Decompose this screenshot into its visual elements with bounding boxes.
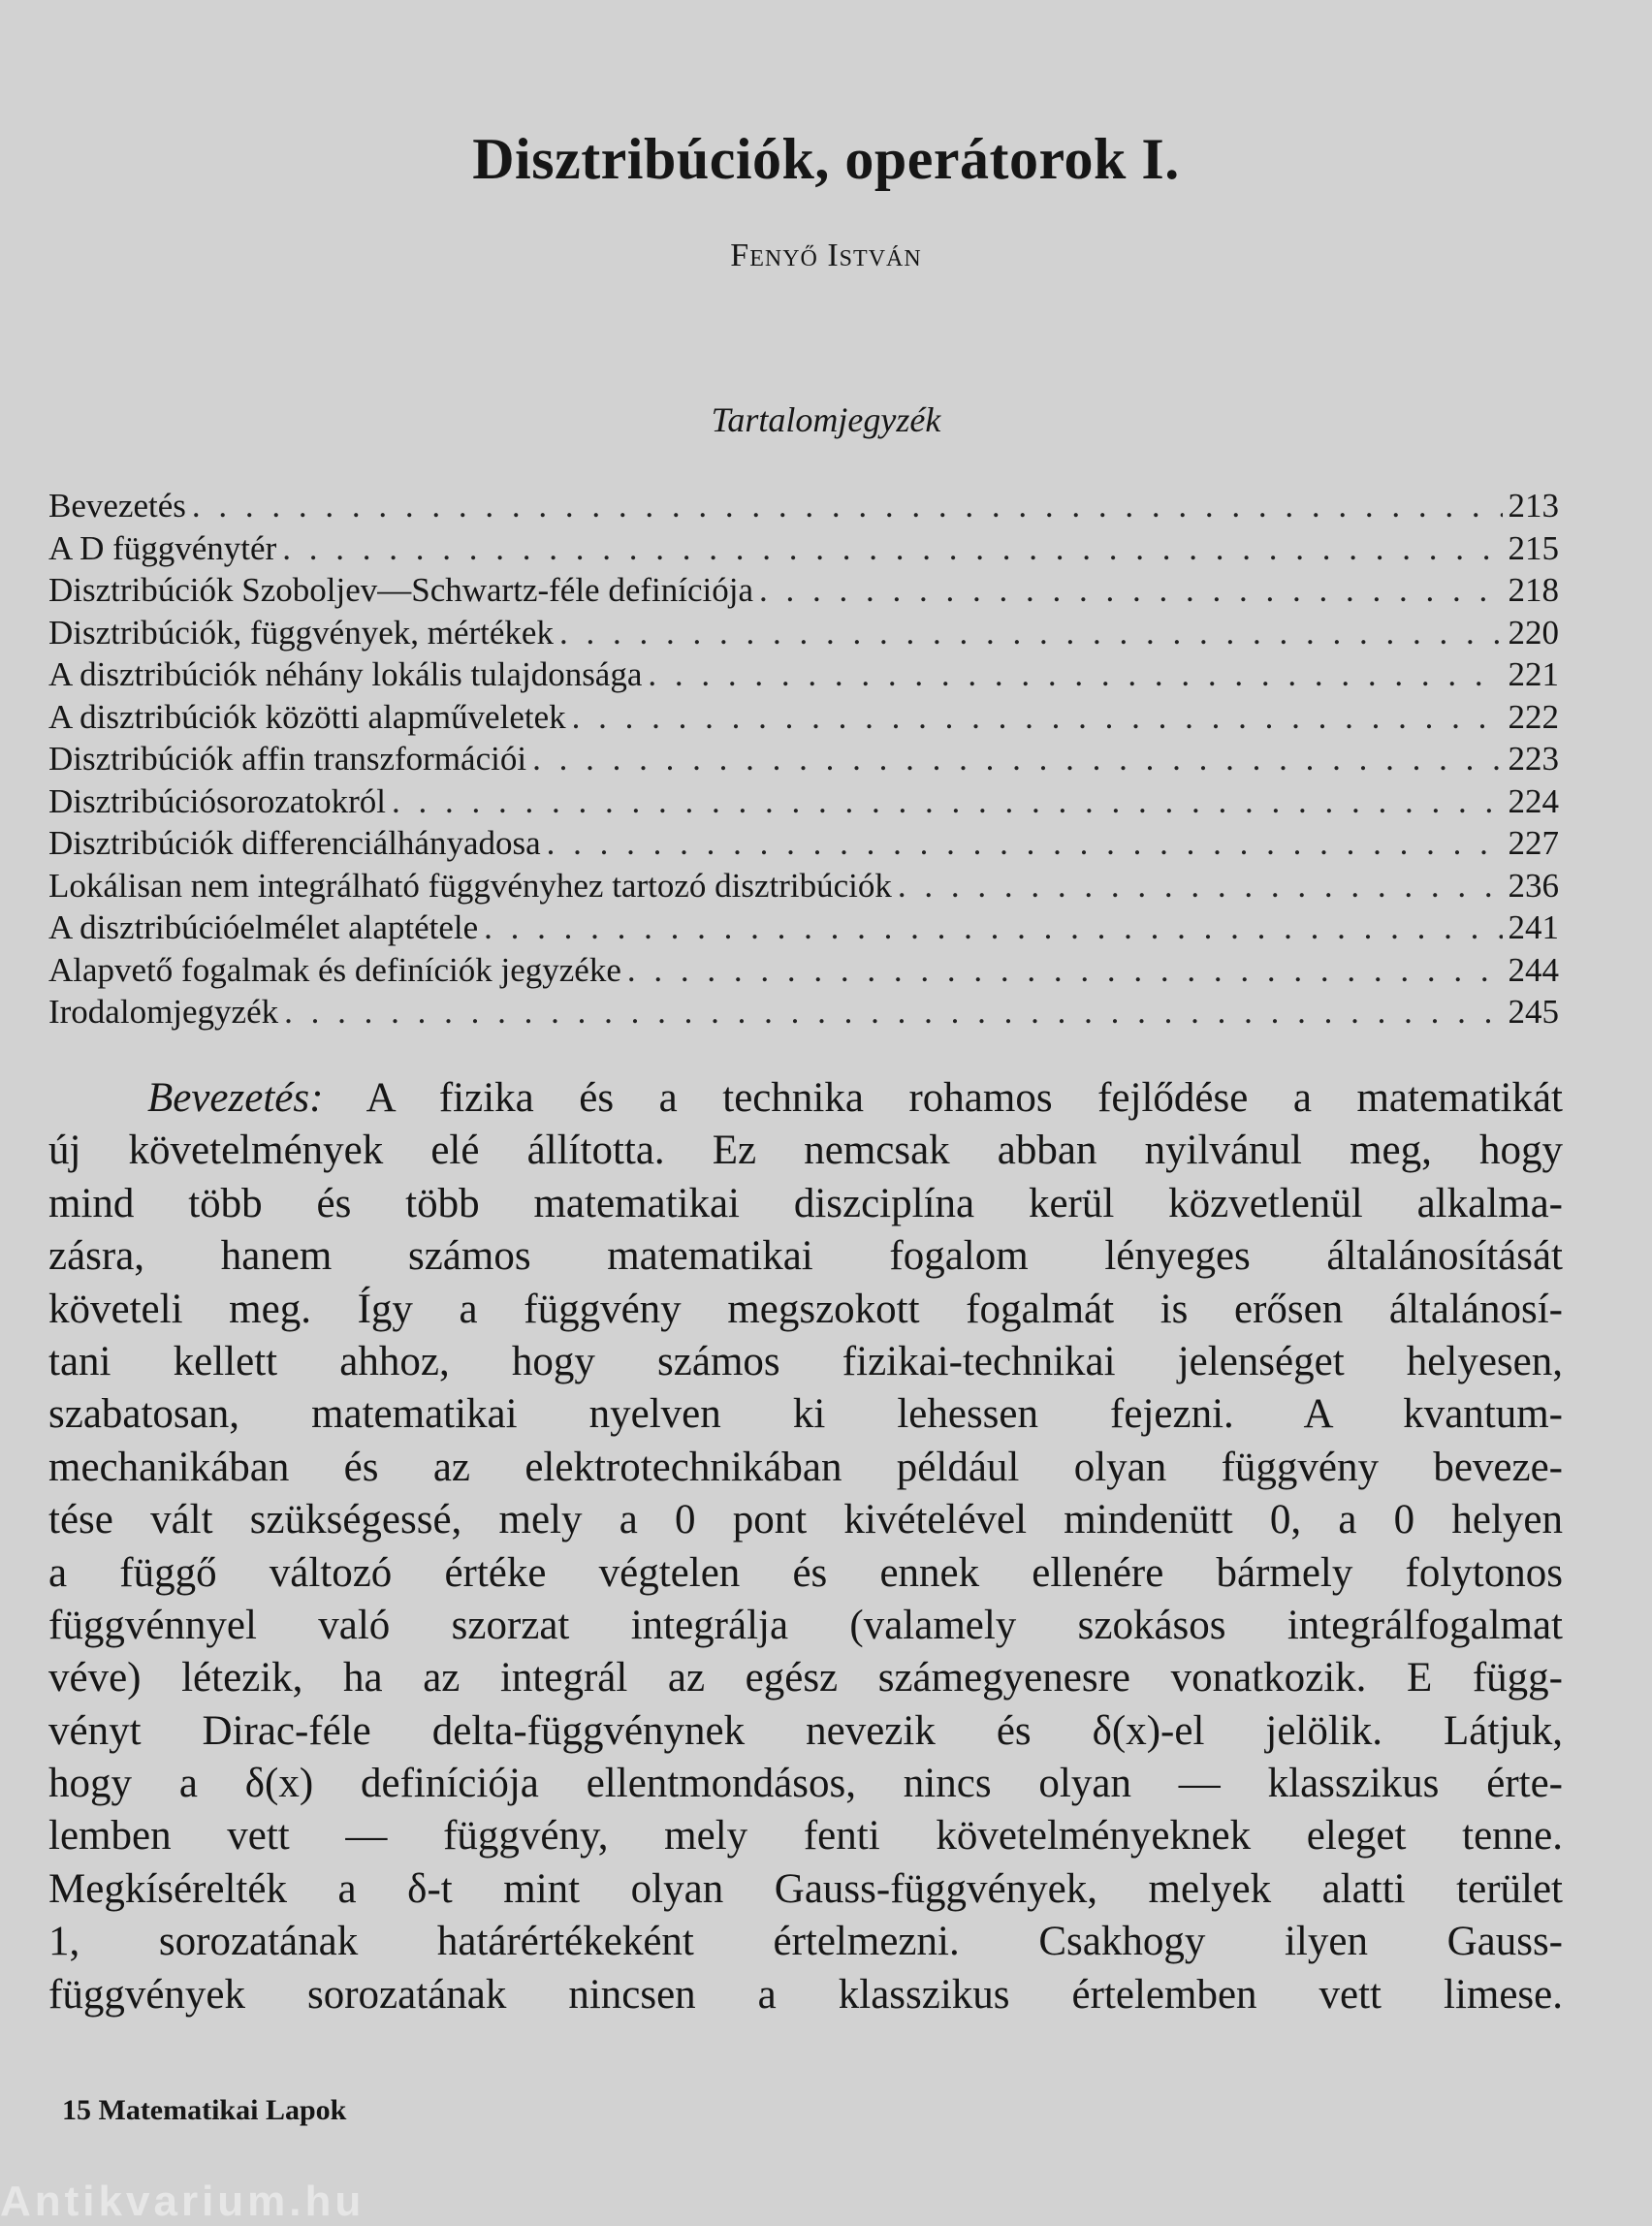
toc-entry-label: A disztribúciók közötti alapműveletek	[48, 697, 566, 736]
text-line: hogy a δ(x) definíciója ellentmondásos, nincs olyan — klasszikus érte-	[48, 1761, 1563, 1807]
toc-leader-dots	[284, 993, 1502, 1032]
toc-entry	[48, 655, 1559, 698]
toc-leader-dots	[282, 529, 1502, 568]
page-footer: 15 Matematikai Lapok	[62, 2094, 347, 2126]
toc-leader-dots	[759, 571, 1503, 610]
toc-entry	[48, 908, 1559, 951]
toc-leader-dots	[627, 951, 1503, 990]
toc-leader-dots	[192, 487, 1503, 525]
text-line: vényt Dirac-féle delta-függvénynek nevezik és δ(x)-el jelölik. Látjuk,	[48, 1707, 1563, 1754]
text-line: függvénnyel való szorzat integrálja (valamely szokásos integrálfogalmat	[48, 1602, 1563, 1648]
author-name: Fenyő István	[730, 238, 922, 273]
toc-entry-label: Lokálisan nem integrálható függvényhez tartozó disztribúciók	[48, 866, 892, 905]
toc-entry-page: 220	[1508, 613, 1559, 652]
toc-entry-page: 215	[1508, 528, 1559, 567]
toc-entry-page: 244	[1508, 950, 1559, 989]
toc-leader-dots	[484, 908, 1502, 947]
toc-entry-page: 218	[1508, 571, 1559, 609]
toc-entry-page: 222	[1508, 697, 1559, 736]
toc-leader-dots	[559, 614, 1503, 652]
toc-entry-page: 223	[1508, 740, 1559, 778]
toc-leader-dots	[532, 740, 1502, 779]
text-line: zásra, hanem számos matematikai fogalom lényeges általánosítását	[48, 1233, 1563, 1280]
toc-entry	[48, 824, 1559, 867]
text-line: mind több és több matematikai diszciplína kerül közvetlenül alkalma-	[48, 1180, 1563, 1226]
toc-entry-page: 221	[1508, 655, 1559, 693]
toc-entry-page: 224	[1508, 781, 1559, 820]
text-line: tése vált szükségessé, mely a 0 pont kivételével mindenütt 0, a 0 helyen	[48, 1497, 1563, 1543]
toc-entry	[48, 614, 1559, 656]
text-line: függvények sorozatának nincsen a klasszikus értelemben vett limese.	[48, 1971, 1563, 2018]
watermark-logo: Antikvarium.hu	[0, 2178, 365, 2225]
toc-entry	[48, 867, 1559, 909]
text-line: véve) létezik, ha az integrál az egész számegyenesre vonatkozik. E függ-	[48, 1655, 1563, 1701]
introduction-paragraph	[48, 1072, 1563, 2021]
toc-entry	[48, 951, 1559, 994]
toc-entry-label: A disztribúciók néhány lokális tulajdonsága	[48, 655, 643, 693]
text-line: a függő változó értéke végtelen és ennek ellenére bármely folytonos	[48, 1549, 1563, 1596]
text-line-content: A fizika és a technika rohamos fejlődése a matematikát	[365, 1075, 1564, 1121]
toc-entry	[48, 740, 1559, 782]
toc-leader-dots	[572, 698, 1503, 737]
text-line: tani kellett ahhoz, hogy számos fizikai-technikai jelenséget helyesen,	[48, 1338, 1563, 1384]
toc-entry-label: Disztribúciósorozatokról	[48, 781, 386, 820]
toc-entry-page: 241	[1508, 908, 1559, 946]
toc-entry-label: Bevezetés	[48, 487, 186, 525]
toc-entry-page: 236	[1508, 866, 1559, 905]
text-line	[48, 1072, 1563, 1125]
toc-entry-label: A D függvénytér	[48, 528, 277, 567]
toc-entry-label: Disztribúciók differenciálhányadosa	[48, 824, 541, 862]
toc-entry-page: 227	[1508, 824, 1559, 862]
section-lead: Bevezetés:	[147, 1075, 324, 1121]
toc-entry	[48, 698, 1559, 741]
text-line: követeli meg. Így a függvény megszokott fogalmát is erősen általánosí-	[48, 1286, 1563, 1332]
toc-leader-dots	[648, 655, 1502, 694]
toc-leader-dots	[392, 782, 1503, 821]
toc-entry	[48, 571, 1559, 614]
text-line: 1, sorozatának határértékeként értelmezni. Csakhogy ilyen Gauss-	[48, 1919, 1563, 1965]
text-line: Megkísérelték a δ-t mint olyan Gauss-függvények, melyek alatti terület	[48, 1865, 1563, 1912]
toc-entry-page: 245	[1508, 993, 1559, 1031]
toc-entry-label: Alapvető fogalmak és definíciók jegyzéke	[48, 950, 621, 989]
toc-heading: Tartalomjegyzék	[711, 400, 941, 439]
text-line: új követelmények elé állította. Ez nemcsak abban nyilvánul meg, hogy	[48, 1128, 1563, 1174]
table-of-contents	[48, 487, 1559, 1035]
text-line: lemben vett — függvény, mely fenti követelményeknek eleget tenne.	[48, 1813, 1563, 1860]
toc-entry-page: 213	[1508, 487, 1559, 525]
toc-leader-dots	[547, 824, 1503, 863]
toc-leader-dots	[898, 867, 1503, 906]
text-line: mechanikában és az elektrotechnikában például olyan függvény beveze-	[48, 1444, 1563, 1490]
toc-entry-label: Disztribúciók affin transzformációi	[48, 740, 527, 778]
page-title: Disztribúciók, operátorok I.	[472, 127, 1180, 191]
toc-entry	[48, 487, 1559, 529]
toc-entry-label: Irodalomjegyzék	[48, 993, 279, 1031]
toc-entry-label: Disztribúciók Szoboljev—Schwartz-féle definíciója	[48, 571, 753, 609]
toc-entry	[48, 993, 1559, 1035]
text-line: szabatosan, matematikai nyelven ki lehessen fejezni. A kvantum-	[48, 1391, 1563, 1438]
toc-entry-label: A disztribúcióelmélet alaptétele	[48, 908, 479, 946]
toc-entry	[48, 529, 1559, 572]
toc-entry-label: Disztribúciók, függvények, mértékek	[48, 613, 554, 652]
toc-entry	[48, 782, 1559, 825]
